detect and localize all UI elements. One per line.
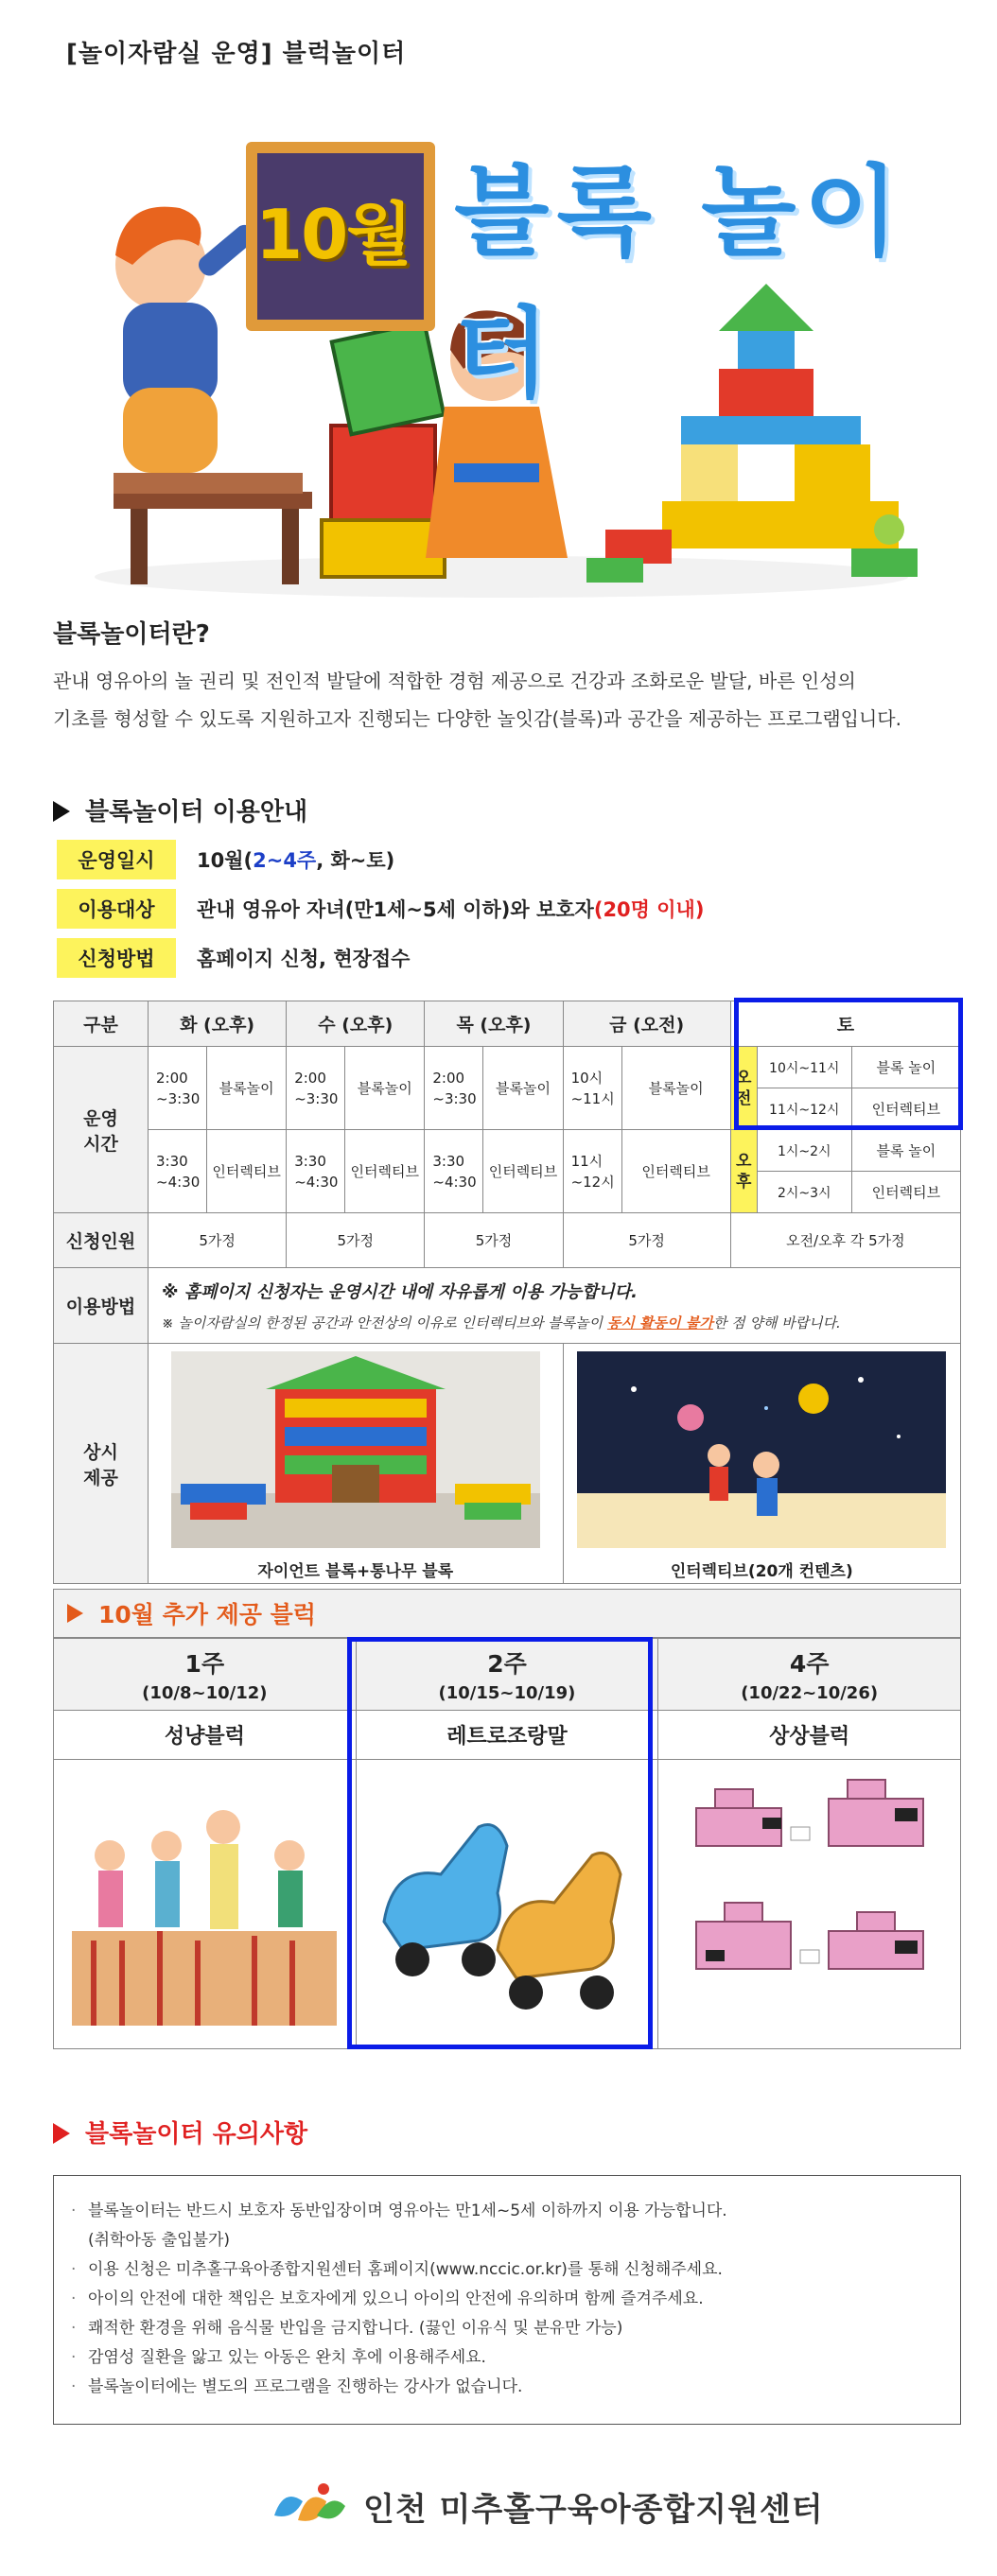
info-row-target	[57, 889, 704, 929]
footer	[265, 2478, 824, 2534]
page-header-title: [놀이자람실 운영] 블럭놀이터	[66, 40, 407, 68]
list-item: (취학아동 출입불가)	[88, 2231, 231, 2250]
row-header-method: 이용방법	[54, 1268, 149, 1344]
intro-text	[53, 662, 961, 738]
triangle-bullet-icon	[67, 1604, 83, 1623]
photo-caption: 인터렉티브(20개 컨텐츠)	[670, 1562, 853, 1581]
info-label: 운영일시	[57, 840, 176, 879]
sat-time-cell: 2시~3시	[757, 1172, 851, 1213]
sat-time-cell: 11시~12시	[757, 1088, 851, 1130]
info-value-part: 관내 영유아 자녀(만1세~5세 이하)와 보호자	[197, 898, 594, 921]
match-block-photo	[62, 1770, 346, 2035]
week-header: 1주 (10/8~10/12)	[54, 1639, 357, 1711]
table-header: 금 (오전)	[563, 1001, 730, 1047]
interactive-photo	[577, 1351, 946, 1548]
row-header-time: 운영 시간	[54, 1047, 149, 1213]
footer-org-name: 인천 미추홀구육아종합지원센터	[363, 2490, 824, 2529]
guide-title-text: 블록놀이터 이용안내	[85, 798, 308, 827]
caution-title-text: 블록놀이터 유의사항	[85, 2120, 308, 2149]
info-value: 홈페이지 신청, 현장접수	[197, 948, 411, 970]
info-label: 신청방법	[57, 938, 176, 978]
info-label: 이용대상	[57, 889, 176, 929]
extra-blocks-title	[53, 1589, 961, 1638]
caution-box	[53, 2175, 961, 2425]
row-header-always: 상시 제공	[54, 1344, 149, 1584]
activity-cell: 인터렉티브	[621, 1130, 730, 1213]
week-header: 2주 (10/15~10/19)	[356, 1639, 658, 1711]
activity-cell: 블록놀이	[621, 1047, 730, 1130]
time-cell: 3:30 ~4:30	[425, 1130, 483, 1213]
info-value-highlight: 2~4주	[253, 849, 317, 872]
info-value	[197, 845, 394, 874]
giant-block-photo	[171, 1351, 540, 1548]
week-block-name: 상상블럭	[658, 1711, 961, 1760]
week-header: 4주 (10/22~10/26)	[658, 1639, 961, 1711]
time-cell: 3:30 ~4:30	[149, 1130, 207, 1213]
always-interactive-cell	[563, 1344, 960, 1584]
time-cell: 11시 ~12시	[563, 1130, 621, 1213]
sat-activity-cell: 블록 놀이	[851, 1047, 960, 1088]
always-block-cell	[149, 1344, 564, 1584]
method-cell	[149, 1268, 961, 1344]
sat-activity-cell: 블록 놀이	[851, 1130, 960, 1172]
activity-cell: 블록놀이	[345, 1047, 425, 1130]
table-header: 수 (오후)	[287, 1001, 425, 1047]
list-item: · 블록놀이터는 반드시 보호자 동반입장이며 영유아는 만1세~5세 이하까지 이용 가능합니다.	[71, 2202, 727, 2220]
time-cell: 2:00 ~3:30	[149, 1047, 207, 1130]
triangle-bullet-icon	[53, 801, 70, 822]
capacity-cell: 5가정	[425, 1213, 563, 1268]
method-note-main: ※ 홈페이지 신청자는 운영시간 내에 자유롭게 이용 가능합니다.	[162, 1282, 638, 1302]
sat-activity-cell: 인터렉티브	[851, 1088, 960, 1130]
sat-activity-cell: 인터렉티브	[851, 1172, 960, 1213]
row-header-capacity: 신청인원	[54, 1213, 149, 1268]
guide-title	[53, 792, 307, 827]
sat-time-cell: 1시~2시	[757, 1130, 851, 1172]
capacity-cell: 5가정	[563, 1213, 730, 1268]
method-note-sub: ※ 놀이자람실의 한정된 공간과 안전상의 이유로 인터렉티브와 블록놀이 동시 활동이 불가한 점 양해 바랍니다.	[162, 1314, 841, 1332]
pm-label: 오 후	[730, 1130, 757, 1213]
activity-cell: 블록놀이	[483, 1047, 563, 1130]
capacity-cell: 5가정	[149, 1213, 287, 1268]
sat-time-cell: 10시~11시	[757, 1047, 851, 1088]
info-value-part: , 화~토)	[316, 849, 395, 872]
week-image-cell	[54, 1760, 357, 2049]
info-value-part: 10월(	[197, 849, 254, 872]
info-value-highlight: (20명 이내)	[593, 898, 705, 921]
time-cell: 3:30 ~4:30	[287, 1130, 345, 1213]
capacity-cell: 5가정	[287, 1213, 425, 1268]
activity-cell: 인터렉티브	[207, 1130, 287, 1213]
list-item: · 쾌적한 환경을 위해 음식물 반입을 금지합니다. (끓인 이유식 및 분유만 가능)	[71, 2319, 623, 2338]
intro-title: 블록놀이터란?	[53, 620, 210, 649]
time-cell: 2:00 ~3:30	[287, 1047, 345, 1130]
center-logo-icon	[265, 2478, 350, 2534]
am-label: 오 전	[730, 1047, 757, 1130]
photo-caption: 자이언트 블록+통나무 블록	[257, 1562, 454, 1581]
triangle-bullet-icon	[53, 2123, 70, 2144]
list-item: · 이용 신청은 미추홀구육아종합지원센터 홈페이지(www.nccic.or.kr)를 통해 신청해주세요.	[71, 2260, 723, 2279]
list-item: · 블록놀이터에는 별도의 프로그램을 진행하는 강사가 없습니다.	[71, 2377, 523, 2396]
time-cell: 2:00 ~3:30	[425, 1047, 483, 1130]
saturday-highlight-frame	[734, 998, 963, 1130]
activity-cell: 블록놀이	[207, 1047, 287, 1130]
hero-title: 블록 놀이터	[454, 154, 907, 411]
hero-month-text: 10월	[255, 195, 411, 274]
extra-blocks-title-text: 10월 추가 제공 블럭	[98, 1601, 316, 1628]
table-header: 구분	[54, 1001, 149, 1047]
imagination-block-photo	[668, 1770, 952, 2035]
hero-illustration	[57, 113, 946, 605]
time-cell: 10시 ~11시	[563, 1047, 621, 1130]
list-item: · 아이의 안전에 대한 책임은 보호자에게 있으니 아이의 안전에 유의하며 함께 즐겨주세요.	[71, 2289, 704, 2308]
intro-line: 기초를 형성할 수 있도록 지원하고자 진행되는 다양한 놀잇감(블록)과 공간을 제공하는 프로그램입니다.	[53, 707, 901, 730]
week2-highlight-frame	[347, 1637, 653, 2049]
table-header: 토	[730, 1001, 960, 1047]
info-row-apply	[57, 938, 410, 978]
week-image-cell	[658, 1760, 961, 2049]
info-row-date	[57, 840, 394, 879]
caution-title	[53, 2115, 307, 2150]
capacity-cell: 오전/오후 각 5가정	[730, 1213, 960, 1268]
list-item: · 감염성 질환을 앓고 있는 아동은 완치 후에 이용해주세요.	[71, 2348, 486, 2367]
activity-cell: 인터렉티브	[483, 1130, 563, 1213]
intro-line: 관내 영유아의 놀 권리 및 전인적 발달에 적합한 경험 제공으로 건강과 조화로운 발달, 바른 인성의	[53, 670, 856, 692]
week-block-name: 성냥블럭	[54, 1711, 357, 1760]
week-block-name: 레트로조랑말	[356, 1711, 658, 1760]
table-header: 화 (오후)	[149, 1001, 287, 1047]
info-value	[197, 895, 704, 923]
table-header: 목 (오후)	[425, 1001, 563, 1047]
activity-cell: 인터렉티브	[345, 1130, 425, 1213]
